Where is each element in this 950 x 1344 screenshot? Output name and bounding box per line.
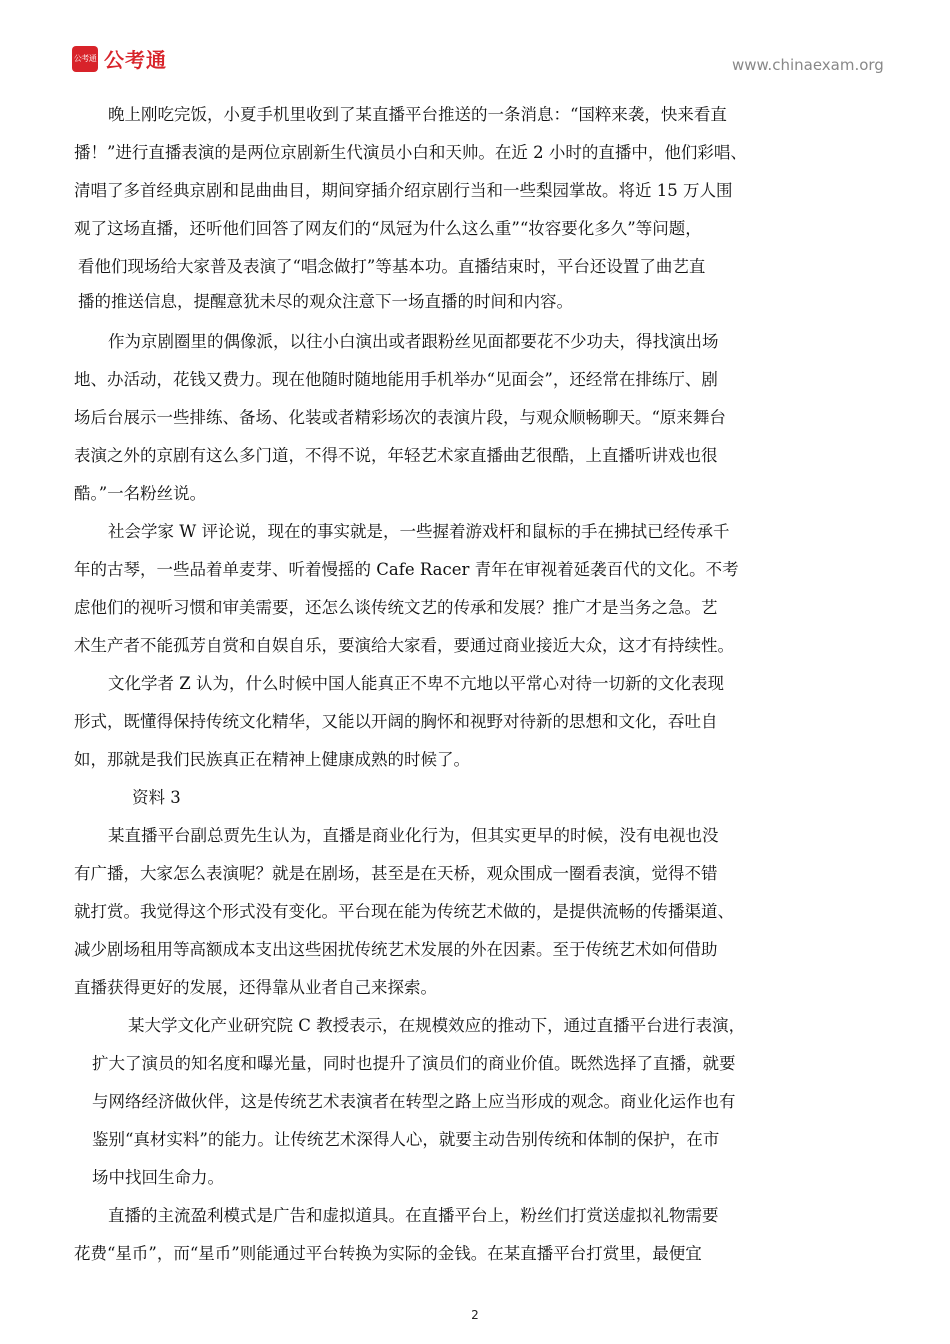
text-line: 观了这场直播，还听他们回答了网友们的“凤冠为什么这么重”“妆容要化多久”等问题，	[74, 219, 702, 238]
text-line: 地、办活动，花钱又费力。现在他随时随地能用手机举办“见面会”，还经常在排练厅、剧	[74, 370, 718, 389]
logo-text: 公考通	[104, 48, 167, 72]
logo-badge-icon: 公考通	[72, 46, 98, 72]
text-line: 鉴别“真材实料”的能力。让传统艺术深得人心，就要主动告别传统和体制的保护，在市	[92, 1130, 720, 1149]
text-line: 酷。”一名粉丝说。	[74, 484, 207, 503]
text-line: 作为京剧圈里的偶像派，以往小白演出或者跟粉丝见面都要花不少功夫，得找演出场	[108, 332, 719, 351]
text-line: 看他们现场给大家普及表演了“唱念做打”等基本功。直播结束时，平台还设置了曲艺直	[78, 257, 706, 276]
text-line: 表演之外的京剧有这么多门道，不得不说，年轻艺术家直播曲艺很酷，上直播听讲戏也很	[74, 446, 718, 465]
text-line: 与网络经济做伙伴，这是传统艺术表演者在转型之路上应当形成的观念。商业化运作也有	[92, 1092, 736, 1111]
text-line: 如，那就是我们民族真正在精神上健康成熟的时候了。	[74, 750, 470, 769]
text-line: 某直播平台副总贾先生认为，直播是商业化行为，但其实更早的时候，没有电视也没	[108, 826, 719, 845]
section-heading: 资料 3	[132, 788, 181, 807]
text-line: 场后台展示一些排练、备场、化装或者精彩场次的表演片段，与观众顺畅聊天。“原来舞台	[74, 408, 726, 427]
text-line: 播！”进行直播表演的是两位京剧新生代演员小白和天帅。在近 2 小时的直播中，他们彩唱、	[74, 143, 747, 162]
brand-logo	[72, 44, 167, 73]
text-line: 就打赏。我觉得这个形式没有变化。平台现在能为传统艺术做的，是提供流畅的传播渠道、	[74, 902, 734, 921]
text-line: 清唱了多首经典京剧和昆曲曲目，期间穿插介绍京剧行当和一些梨园掌故。将近 15 万人围	[74, 181, 733, 200]
text-line: 文化学者 Z 认为，什么时候中国人能真正不卑不亢地以平常心对待一切新的文化表现	[108, 674, 724, 693]
text-line: 形式，既懂得保持传统文化精华，又能以开阔的胸怀和视野对待新的思想和文化，吞吐自	[74, 712, 718, 731]
page-number: 2	[471, 1308, 479, 1322]
text-line: 虑他们的视听习惯和审美需要，还怎么谈传统文艺的传承和发展？推广才是当务之急。艺	[74, 598, 718, 617]
text-line: 播的推送信息，提醒意犹未尽的观众注意下一场直播的时间和内容。	[78, 292, 573, 311]
site-url: www.chinaexam.org	[732, 56, 884, 74]
text-line: 晚上刚吃完饭，小夏手机里收到了某直播平台推送的一条消息：“国粹来袭，快来看直	[108, 105, 727, 124]
text-line: 直播的主流盈利模式是广告和虚拟道具。在直播平台上，粉丝们打赏送虚拟礼物需要	[108, 1206, 719, 1225]
text-line: 有广播，大家怎么表演呢？就是在剧场，甚至是在天桥，观众围成一圈看表演，觉得不错	[74, 864, 718, 883]
text-line: 减少剧场租用等高额成本支出这些困扰传统艺术发展的外在因素。至于传统艺术如何借助	[74, 940, 718, 959]
text-line: 直播获得更好的发展，还得靠从业者自己来探索。	[74, 978, 437, 997]
text-line: 扩大了演员的知名度和曝光量，同时也提升了演员们的商业价值。既然选择了直播，就要	[92, 1054, 736, 1073]
text-line: 某大学文化产业研究院 C 教授表示，在规模效应的推动下，通过直播平台进行表演，	[128, 1016, 746, 1035]
text-line: 年的古琴，一些品着单麦芽、听着慢摇的 Cafe Racer 青年在审视着延袭百代的文化。不考	[74, 560, 739, 579]
text-line: 场中找回生命力。	[92, 1168, 224, 1187]
text-line: 术生产者不能孤芳自赏和自娱自乐，要演给大家看，要通过商业接近大众，这才有持续性。	[74, 636, 734, 655]
text-line: 社会学家 W 评论说，现在的事实就是，一些握着游戏杆和鼠标的手在拂拭已经传承千	[108, 522, 730, 541]
text-line: 花费“星币”，而“星币”则能通过平台转换为实际的金钱。在某直播平台打赏里，最便宜	[74, 1244, 702, 1263]
